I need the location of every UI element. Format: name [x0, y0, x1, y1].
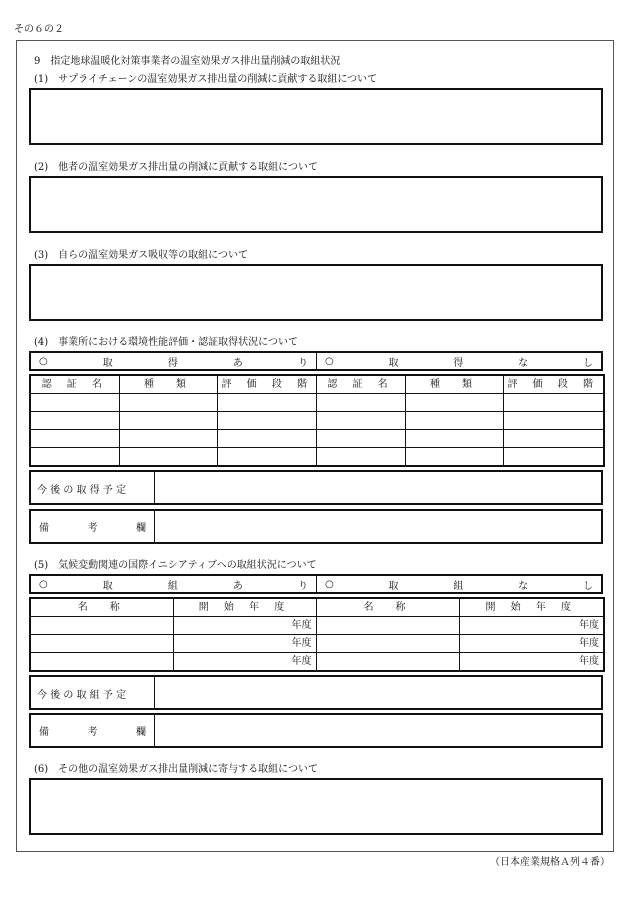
table-row [30, 412, 604, 430]
q1-answer-box[interactable] [29, 88, 603, 145]
cell[interactable] [503, 448, 604, 467]
char: し [582, 580, 593, 592]
cell[interactable] [316, 412, 405, 430]
cell[interactable] [459, 653, 555, 672]
char: り [297, 357, 308, 369]
table-row [30, 448, 604, 467]
char: な [518, 357, 529, 369]
q5-initiative-table [29, 597, 605, 672]
char: 備 [39, 523, 49, 534]
char: な [518, 580, 529, 592]
radio-circle-icon: ○ [325, 355, 334, 367]
q2-label: (2) 他者の温室効果ガス排出量の削減に貢献する取組について [34, 162, 318, 173]
cell[interactable] [30, 448, 119, 467]
col-header: 開 始 年 度 [459, 598, 604, 617]
q2-answer-box[interactable] [29, 176, 603, 233]
char: 得 [453, 357, 464, 369]
q5-option-not-engaged[interactable] [317, 576, 601, 592]
cell[interactable] [503, 412, 604, 430]
col-header: 認 証 名 [316, 375, 405, 394]
table-row [30, 617, 604, 635]
cell[interactable] [30, 653, 173, 672]
table-header-row [30, 598, 604, 617]
cell[interactable] [30, 635, 173, 653]
q5-status-row [29, 574, 603, 594]
q4-plan-label: 今 後 の 取 得 予 定 [31, 472, 155, 503]
table-row [30, 394, 604, 412]
year-unit: 年度 [555, 617, 604, 635]
col-header: 開 始 年 度 [173, 598, 316, 617]
char: し [582, 357, 593, 369]
cell[interactable] [217, 394, 316, 412]
year-unit: 年度 [555, 653, 604, 672]
char: 欄 [136, 727, 146, 738]
q3-answer-box[interactable] [29, 264, 603, 321]
cell[interactable] [316, 430, 405, 448]
q4-option-not-acquired[interactable] [317, 353, 601, 369]
cell[interactable] [217, 448, 316, 467]
q6-label: (6) その他の温室効果ガス排出量削減に寄与する取組について [34, 764, 318, 775]
section-title: 9 指定地球温暖化対策事業者の温室効果ガス排出量削減の取組状況 [34, 56, 341, 67]
cell[interactable] [405, 430, 503, 448]
table-row [30, 430, 604, 448]
q5-option-engaged[interactable] [31, 576, 317, 592]
q4-plan-row [29, 470, 603, 505]
q3-label: (3) 自らの温室効果ガス吸収等の取組について [34, 250, 248, 261]
table-row [30, 653, 604, 672]
cell[interactable] [217, 412, 316, 430]
col-header: 種 類 [119, 375, 217, 394]
cell[interactable] [173, 635, 269, 653]
char: り [297, 580, 308, 592]
cell[interactable] [119, 430, 217, 448]
cell[interactable] [316, 617, 459, 635]
cell[interactable] [30, 617, 173, 635]
year-unit: 年度 [269, 635, 316, 653]
year-unit: 年度 [269, 617, 316, 635]
char: 考 [87, 727, 98, 738]
q5-remarks-label [31, 715, 155, 746]
cell[interactable] [30, 430, 119, 448]
col-header: 名 称 [316, 598, 459, 617]
char: 取 [388, 580, 399, 592]
cell[interactable] [173, 617, 269, 635]
cell[interactable] [316, 394, 405, 412]
col-header: 名 称 [30, 598, 173, 617]
cell[interactable] [30, 412, 119, 430]
footer-note: （日本産業規格Ａ列４番） [490, 857, 610, 868]
char: 取 [388, 357, 399, 369]
cell[interactable] [405, 394, 503, 412]
char: あ [232, 357, 243, 369]
q5-plan-row [29, 675, 603, 710]
cell[interactable] [119, 394, 217, 412]
q6-answer-box[interactable] [29, 778, 603, 835]
char: 備 [39, 727, 49, 738]
col-header: 評 価 段 階 [503, 375, 604, 394]
char: あ [232, 580, 243, 592]
cell[interactable] [503, 430, 604, 448]
char: 欄 [136, 523, 146, 534]
cell[interactable] [459, 617, 555, 635]
q5-plan-label: 今 後 の 取 組 予 定 [31, 677, 155, 708]
char: 取 [102, 580, 113, 592]
table-row [30, 635, 604, 653]
q4-option-acquired[interactable] [31, 353, 317, 369]
cell[interactable] [316, 448, 405, 467]
radio-circle-icon: ○ [325, 578, 334, 590]
cell[interactable] [405, 412, 503, 430]
q5-remarks-row [29, 713, 603, 748]
q4-status-row [29, 351, 603, 371]
q4-label: (4) 事業所における環境性能評価・認証取得状況について [34, 337, 298, 348]
q4-remarks-label [31, 511, 155, 542]
char: 組 [453, 580, 464, 592]
col-header: 種 類 [405, 375, 503, 394]
cell[interactable] [173, 653, 269, 672]
q4-remarks-row [29, 509, 603, 544]
cell[interactable] [119, 412, 217, 430]
cell[interactable] [30, 394, 119, 412]
radio-circle-icon: ○ [39, 355, 48, 367]
year-unit: 年度 [269, 653, 316, 672]
char: 取 [102, 357, 113, 369]
cell[interactable] [405, 448, 503, 467]
char: 得 [167, 357, 178, 369]
table-header-row [30, 375, 604, 394]
col-header: 認 証 名 [30, 375, 119, 394]
page-label: その６の２ [14, 24, 64, 35]
q5-label: (5) 気候変動関連の国際イニシアティブへの取組状況について [34, 560, 317, 571]
q4-plan-input[interactable] [155, 472, 601, 503]
q1-label: (1) サプライチェーンの温室効果ガス排出量の削減に貢献する取組について [34, 74, 378, 85]
col-header: 評 価 段 階 [217, 375, 316, 394]
q4-certification-table [29, 374, 605, 467]
cell[interactable] [316, 653, 459, 672]
cell[interactable] [316, 635, 459, 653]
char: 組 [167, 580, 178, 592]
year-unit: 年度 [555, 635, 604, 653]
char: 考 [87, 523, 98, 534]
q5-plan-input[interactable] [155, 677, 601, 708]
cell[interactable] [459, 635, 555, 653]
q4-remarks-input[interactable] [155, 511, 601, 542]
radio-circle-icon: ○ [39, 578, 48, 590]
cell[interactable] [503, 394, 604, 412]
q5-remarks-input[interactable] [155, 715, 601, 746]
cell[interactable] [217, 430, 316, 448]
cell[interactable] [119, 448, 217, 467]
